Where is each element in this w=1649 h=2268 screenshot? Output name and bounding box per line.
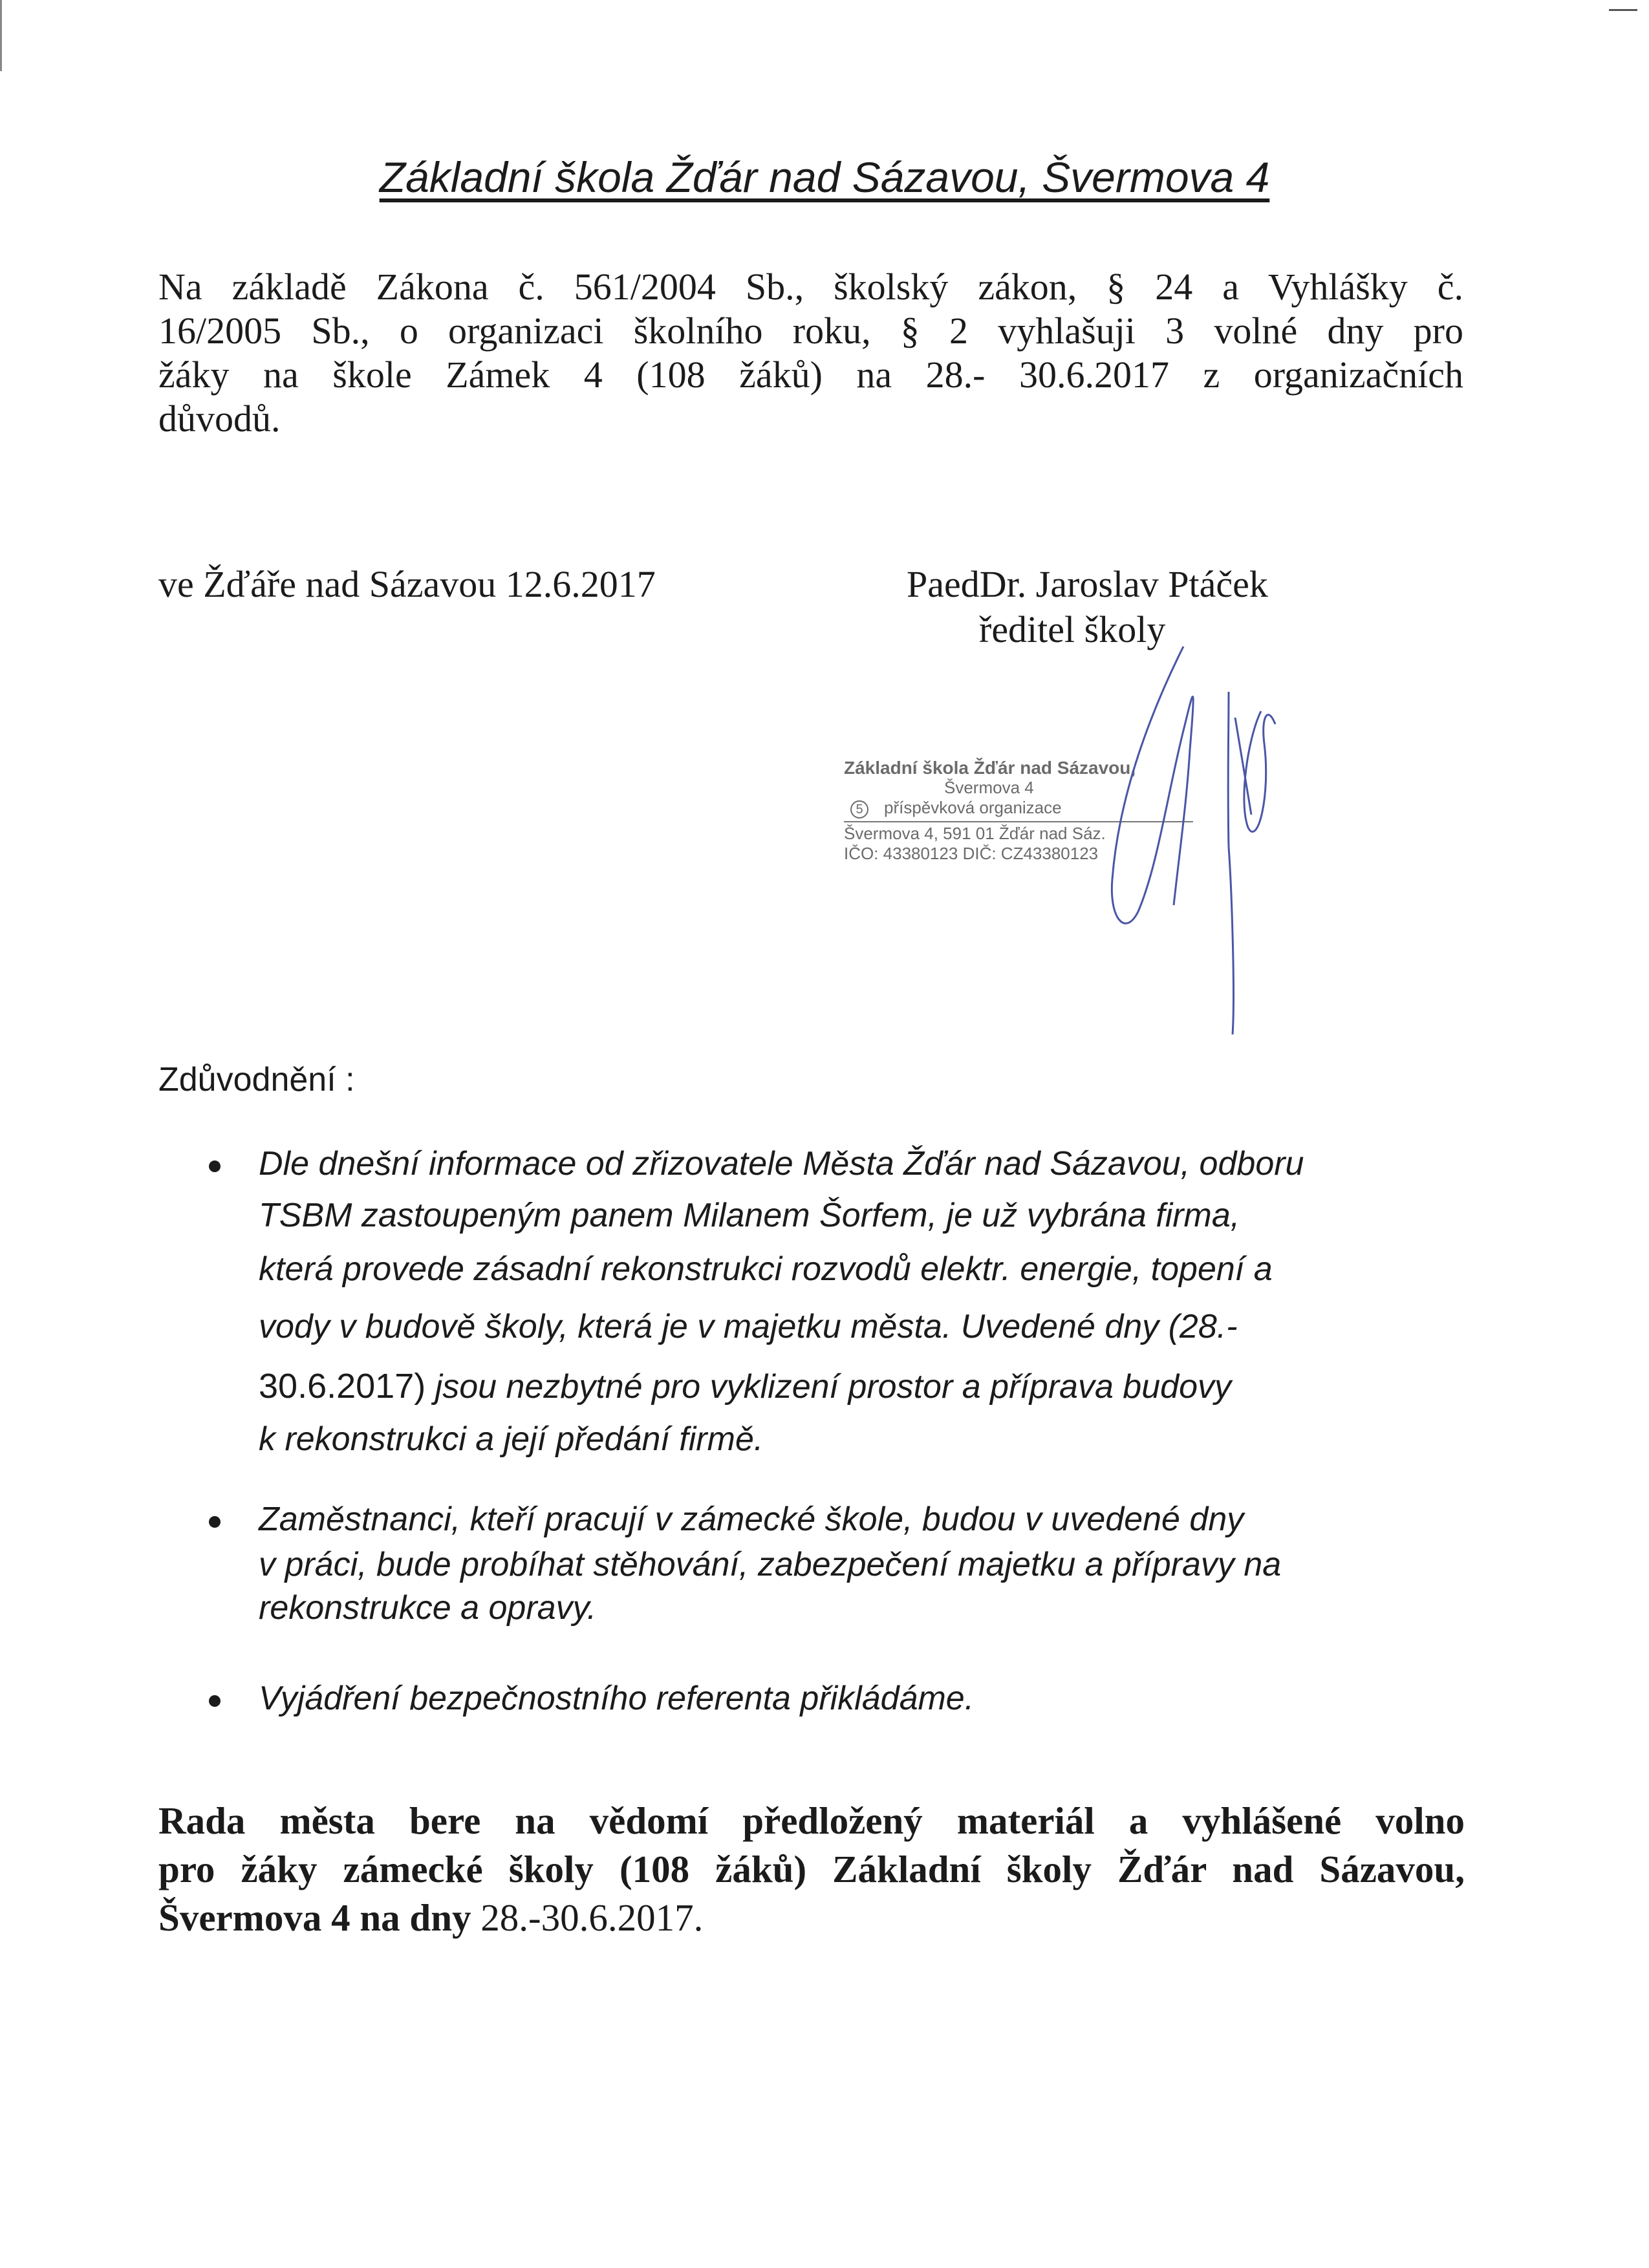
handwritten-signature: [1035, 634, 1306, 1047]
stamp-org-type: příspěvková organizace: [884, 798, 1062, 817]
bullet-2-line-2: v práci, bude probíhat stěhování, zabezpečení majetku a přípravy na: [259, 1546, 1282, 1583]
stamp-street-line: Švermova 4: [944, 778, 1034, 797]
bullet-3-line-1: Vyjádření bezpečnostního referenta přikládáme.: [259, 1680, 975, 1717]
resolution-line-3-text: Švermova 4 na dny: [158, 1896, 471, 1939]
bullet-2-line-1: Zaměstnanci, kteří pracují v zámecké škole, budou v uvedené dny: [259, 1501, 1244, 1538]
resolution-date: 28.-30.6.2017.: [480, 1896, 704, 1939]
bullet-1-dot: [209, 1161, 221, 1172]
scan-edge-line: [0, 0, 2, 71]
intro-line-3: žáky na škole Zámek 4 (108 žáků) na 28.- 30.6.2017 z organizačních: [158, 354, 1463, 396]
intro-line-4: důvodů.: [158, 398, 281, 440]
bullet-1-line-1: Dle dnešní informace od zřizovatele Města Žďár nad Sázavou, odboru: [259, 1145, 1304, 1182]
resolution-line-1: Rada města bere na vědomí předložený materiál a vyhlášené volno: [158, 1799, 1465, 1842]
stamp-school-name: Základní škola Žďár nad Sázavou,: [844, 758, 1136, 778]
stamp-circle-icon: 5: [850, 800, 868, 818]
bullet-1-line-6: k rekonstrukci a její předání firmě.: [259, 1420, 764, 1458]
place-date: ve Žďáře nad Sázavou 12.6.2017: [158, 563, 656, 605]
resolution-line-2: pro žáky zámecké školy (108 žáků) Základní školy Žďár nad Sázavou,: [158, 1848, 1465, 1890]
bullet-1-line-4: vody v budově školy, která je v majetku města. Uvedené dny (28.-: [259, 1308, 1238, 1345]
stamp-ids: IČO: 43380123 DIČ: CZ43380123: [844, 844, 1099, 863]
bullet-1-date-range: 30.6.2017): [259, 1367, 426, 1406]
signer-role: ředitel školy: [979, 608, 1166, 650]
bullet-3-dot: [209, 1695, 221, 1707]
signer-name: PaedDr. Jaroslav Ptáček: [907, 563, 1268, 605]
bullet-1-line-3: která provede zásadní rekonstrukci rozvodů elektr. energie, topení a: [259, 1250, 1273, 1288]
bullet-1-line-5: [259, 1366, 1231, 1406]
bullet-2-line-3: rekonstrukce a opravy.: [259, 1589, 597, 1627]
intro-line-2: 16/2005 Sb., o organizaci školního roku, § 2 vyhlašuji 3 volné dny pro: [158, 310, 1463, 352]
document-title: Základní škola Žďár nad Sázavou, Švermova 4: [379, 153, 1270, 201]
justification-heading: Zdůvodnění :: [158, 1061, 355, 1098]
stamp-address: Švermova 4, 591 01 Žďár nad Sáz.: [844, 824, 1106, 843]
scan-edge-mark: [1609, 9, 1637, 11]
bullet-2-dot: [209, 1516, 221, 1528]
intro-line-1: Na základě Zákona č. 561/2004 Sb., školský zákon, § 24 a Vyhlášky č.: [158, 266, 1463, 308]
bullet-1-line-5-rest: jsou nezbytné pro vyklizení prostor a příprava budovy: [426, 1368, 1231, 1406]
bullet-1-line-2: TSBM zastoupeným panem Milanem Šorfem, je už vybrána firma,: [259, 1197, 1240, 1234]
resolution-line-3: [158, 1896, 703, 1940]
